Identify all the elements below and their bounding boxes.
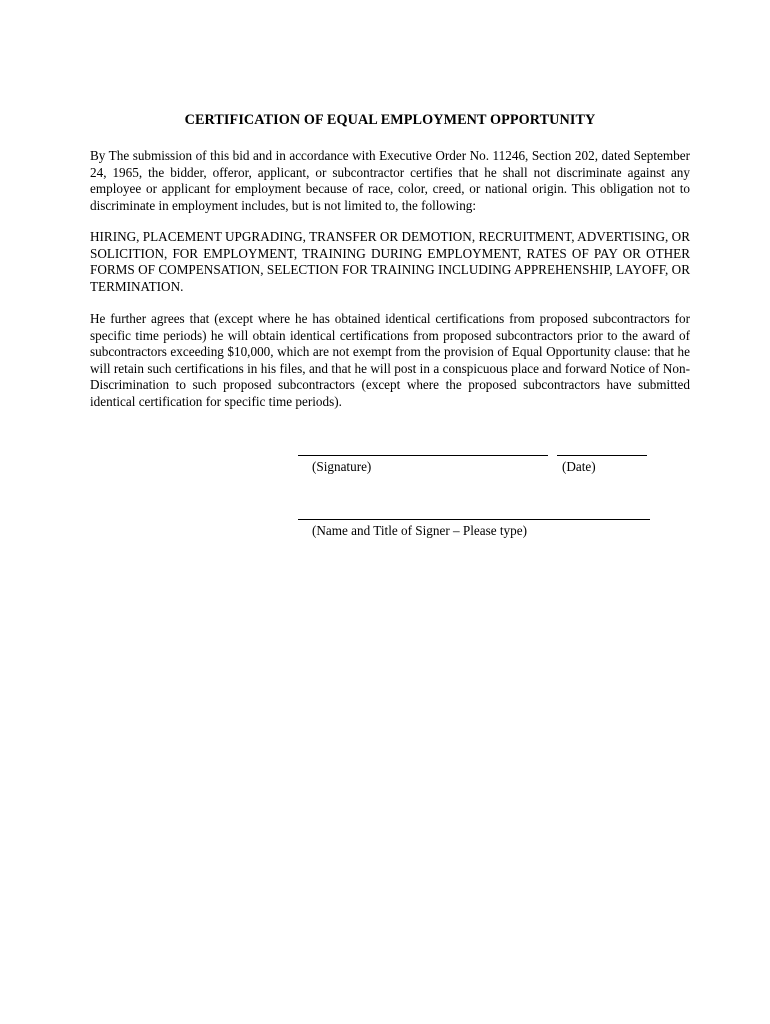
paragraph-intro bbox=[90, 148, 690, 214]
name-title-line bbox=[298, 519, 650, 520]
paragraph-intro-text: By The submission of this bid and in accordance with Executive Order No. 11246, Section 202, dated September 24, 1965, the bidder, offeror, applicant, or subcontractor certifies that he shall not discriminate against any employee or applicant for employment because of race, color, creed, or national origin. This obligation not to discriminate in employment includes, but is not limited to, the following: bbox=[90, 148, 690, 213]
paragraph-categories-text: HIRING, PLACEMENT UPGRADING, TRANSFER OR DEMOTION, RECRUITMENT, ADVERTISING, OR SOLICITION, FOR EMPLOYMENT, TRAINING DURING EMPLOYMENT, RATES OF PAY OR OTHER FORMS OF COMPENSATION, SELECTION FOR TRAINING INCLUDING APPREHENSHIP, LAYOFF, OR TERMINATION. bbox=[90, 229, 690, 294]
signature-line bbox=[298, 455, 548, 456]
signature-label: (Signature) bbox=[312, 459, 372, 474]
date-label: (Date) bbox=[562, 459, 596, 474]
paragraph-subcontractors bbox=[90, 311, 690, 410]
paragraph-categories bbox=[90, 229, 690, 295]
name-title-label: (Name and Title of Signer – Please type) bbox=[312, 523, 527, 538]
date-line bbox=[557, 455, 647, 456]
document-title: CERTIFICATION OF EQUAL EMPLOYMENT OPPORTUNITY bbox=[184, 112, 596, 128]
paragraph-subcontractors-text: He further agrees that (except where he has obtained identical certifications from proposed subcontractors for specific time periods) he will obtain identical certifications from proposed subcontractors prior to the award of subcontractors exceeding $10,000, which are not exempt from the provision of Equal Opportunity clause: that he will retain such certifications in his files, and that he will post in a conspicuous place and forward Notice of Non-Discrimination to such proposed subcontractors (except where the proposed subcontractors have submitted identical certification for specific time periods). bbox=[90, 311, 690, 409]
